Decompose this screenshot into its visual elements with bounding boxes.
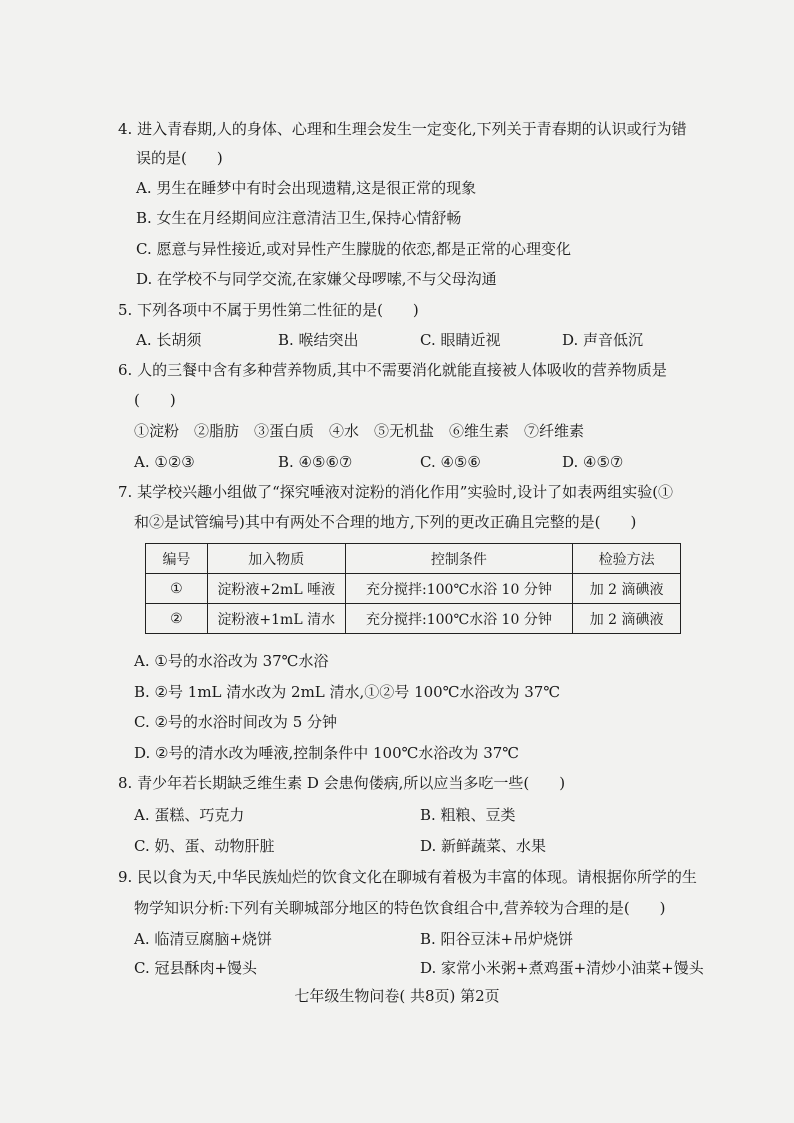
q9-option-b: B. 阳谷豆沫+吊炉烧饼 [420,930,574,948]
q8-option-a: A. 蛋糕、巧克力 [134,806,245,824]
q4-option-b: B. 女生在月经期间应注意清洁卫生,保持心情舒畅 [136,209,462,227]
q9-option-d: D. 家常小米粥+煮鸡蛋+清炒小油菜+馒头 [420,959,704,977]
table-cell: 充分搅拌:100℃水浴 10 分钟 [345,604,573,634]
table-cell: ② [146,604,208,634]
table-header-cell: 控制条件 [345,544,573,574]
q4-stem-line2: 误的是( ) [136,149,223,167]
q5-option-d: D. 声音低沉 [562,331,644,349]
q6-option-d: D. ④⑤⑦ [562,453,624,471]
table-cell: 加 2 滴碘液 [573,604,681,634]
q9-option-c: C. 冠县酥肉+馒头 [134,959,258,977]
page-footer: 七年级生物问卷( 共8页) 第2页 [294,987,500,1005]
q6-items: ①淀粉 ②脂肪 ③蛋白质 ④水 ⑤无机盐 ⑥维生素 ⑦纤维素 [134,422,585,440]
q8-stem: 8. 青少年若长期缺乏维生素 D 会患佝偻病,所以应当多吃一些( ) [118,774,566,792]
q7-option-a: A. ①号的水浴改为 37℃水浴 [134,652,329,670]
q5-stem: 5. 下列各项中不属于男性第二性征的是( ) [118,301,419,319]
q7-option-d: D. ②号的清水改为唾液,控制条件中 100℃水浴改为 37℃ [134,744,520,762]
table-cell: ① [146,574,208,604]
table-row [146,574,681,604]
q5-option-c: C. 眼睛近视 [420,331,501,349]
q7-option-c: C. ②号的水浴时间改为 5 分钟 [134,713,338,731]
q7-stem-line1: 7. 某学校兴趣小组做了“探究唾液对淀粉的消化作用”实验时,设计了如表两组实验(① [118,483,674,501]
table-cell: 充分搅拌:100℃水浴 10 分钟 [345,574,573,604]
q7-stem-line2: 和②是试管编号)其中有两处不合理的地方,下列的更改正确且完整的是( ) [134,513,637,531]
q8-option-b: B. 粗粮、豆类 [420,806,516,824]
q9-option-a: A. 临清豆腐脑+烧饼 [134,930,272,948]
q6-stem-line1: 6. 人的三餐中含有多种营养物质,其中不需要消化就能直接被人体吸收的营养物质是 [118,361,667,379]
table-row [146,604,681,634]
table-header-cell: 检验方法 [573,544,681,574]
experiment-table [145,543,681,634]
table-cell: 淀粉液+1mL 清水 [207,604,345,634]
table-cell: 加 2 滴碘液 [573,574,681,604]
q5-option-a: A. 长胡须 [136,331,202,349]
table-header-cell: 加入物质 [207,544,345,574]
q6-option-c: C. ④⑤⑥ [420,453,481,471]
table-header-cell: 编号 [146,544,208,574]
q6-stem-line2: ( ) [134,391,176,409]
q4-option-c: C. 愿意与异性接近,或对异性产生朦胧的依恋,都是正常的心理变化 [136,240,572,258]
table-cell: 淀粉液+2mL 唾液 [207,574,345,604]
q8-option-c: C. 奶、蛋、动物肝脏 [134,837,275,855]
q9-stem-line1: 9. 民以食为天,中华民族灿烂的饮食文化在聊城有着极为丰富的体现。请根据你所学的生 [118,868,697,886]
q8-option-d: D. 新鲜蔬菜、水果 [420,837,547,855]
q7-option-b: B. ②号 1mL 清水改为 2mL 清水,①②号 100℃水浴改为 37℃ [134,683,561,701]
table-header-row [146,544,681,574]
q6-option-a: A. ①②③ [134,453,195,471]
q6-option-b: B. ④⑤⑥⑦ [278,453,353,471]
q5-option-b: B. 喉结突出 [278,331,359,349]
q4-option-a: A. 男生在睡梦中有时会出现遗精,这是很正常的现象 [136,179,477,197]
q4-stem-line1: 4. 进入青春期,人的身体、心理和生理会发生一定变化,下列关于青春期的认识或行为错 [118,120,687,138]
q4-option-d: D. 在学校不与同学交流,在家嫌父母啰嗦,不与父母沟通 [136,270,497,288]
q9-stem-line2: 物学知识分析:下列有关聊城部分地区的特色饮食组合中,营养较为合理的是( ) [134,899,666,917]
